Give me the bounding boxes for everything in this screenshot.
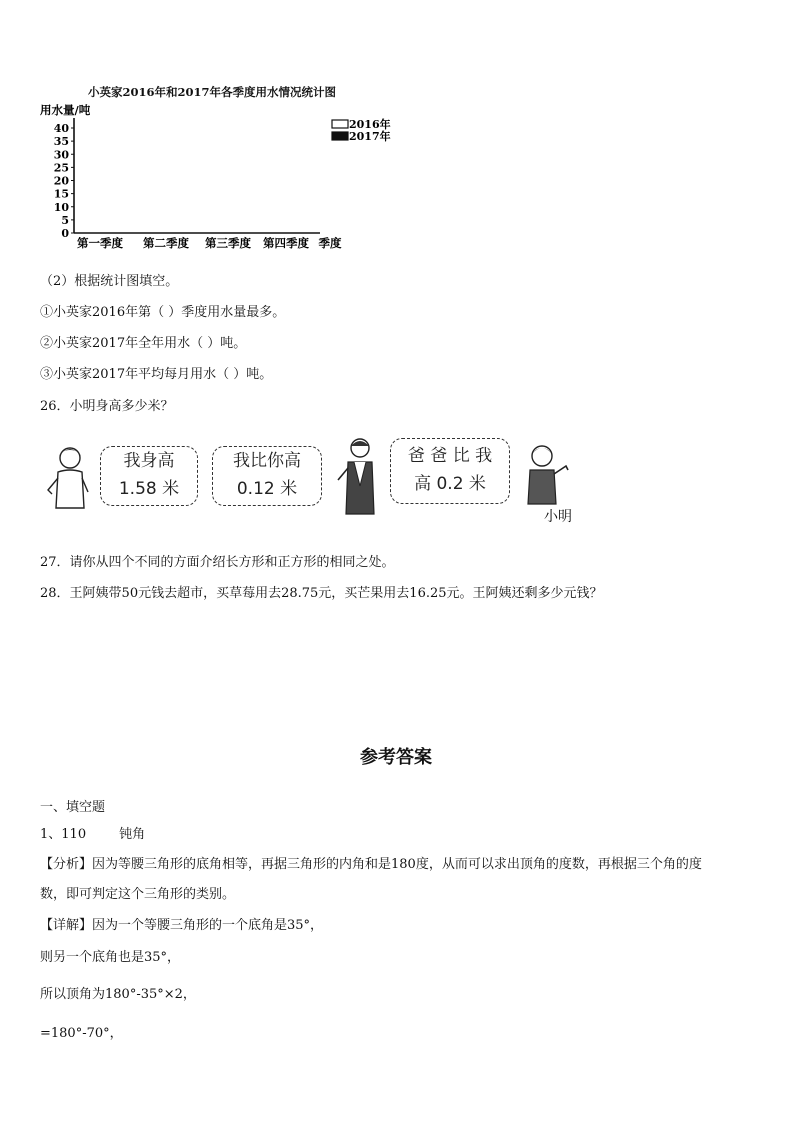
answer-analysis: 【分析】因为等腰三角形的底角相等，再据三角形的内角和是180度，从而可以求出顶角的度数，再根据三个角的度 — [40, 857, 702, 872]
y-tick-label: 30 — [53, 148, 69, 162]
answer-line-2: 所以顶角为180°-35°×2， — [40, 987, 196, 1002]
bubble-father-line2: 0.12 米 — [236, 479, 298, 499]
y-tick-label: 25 — [53, 161, 69, 175]
answers-section: 一、填空题 — [40, 800, 106, 815]
y-tick-label: 35 — [53, 135, 69, 149]
speech-bubble-xiaoming — [390, 438, 510, 504]
answer-analysis-cont: 数，即可判定这个三角形的类别。 — [40, 887, 236, 902]
y-tick-label: 5 — [61, 213, 69, 227]
bubble-xiaoming-line2: 高 0.2 米 — [414, 474, 486, 494]
speech-bubble-father — [212, 446, 322, 506]
y-tick-label: 15 — [53, 187, 69, 201]
q27-question: 27．请你从四个不同的方面介绍长方形和正方形的相同之处。 — [40, 555, 395, 570]
y-tick-label: 0 — [61, 227, 69, 240]
x-axis-label: 季度 — [318, 236, 342, 250]
mother-figure — [44, 444, 94, 514]
q25-part2: （2）根据统计图填空。 — [40, 274, 179, 289]
legend-swatch — [332, 132, 348, 140]
legend-label: 2017年 — [349, 130, 391, 143]
q26-question: 26．小明身高多少米？ — [40, 399, 174, 414]
answer-line-3: =180°-70°， — [40, 1026, 123, 1041]
bubble-mother-line2: 1.58 米 — [118, 479, 180, 499]
bubble-xiaoming-line1: 爸 爸 比 我 — [407, 446, 493, 466]
q25-item-2: ②小英家2017年全年用水（ ）吨。 — [40, 336, 247, 351]
answer-1: 1、110 钝角 — [40, 827, 146, 842]
bar-chart — [36, 100, 396, 270]
answer-detail: 【详解】因为一个等腰三角形的一个底角是35°， — [40, 918, 324, 933]
x-category-label: 第一季度 — [77, 236, 123, 250]
father-figure — [336, 436, 384, 516]
answers-heading: 参考答案 — [360, 747, 432, 768]
x-category-label: 第四季度 — [263, 236, 309, 250]
y-tick-label: 20 — [53, 174, 69, 188]
xiaoming-figure — [520, 444, 570, 506]
q25-item-3: ③小英家2017年平均每月用水（ ）吨。 — [40, 367, 273, 382]
chart-title: 小英家2016年和2017年各季度用水情况统计图 — [88, 85, 337, 99]
bubble-mother-line1: 我身高 — [123, 451, 175, 471]
legend-label: 2016年 — [349, 118, 391, 131]
y-axis-label: 用水量/吨 — [40, 103, 91, 117]
x-category-label: 第二季度 — [143, 236, 189, 250]
legend-swatch — [332, 120, 348, 128]
speech-bubble-mother — [100, 446, 198, 506]
y-tick-label: 40 — [53, 122, 69, 135]
q28-question: 28．王阿姨带50元钱去超市，买草莓用去28.75元，买芒果用去16.25元。王阿姨还剩多少元钱？ — [40, 586, 603, 601]
y-tick-label: 10 — [53, 200, 69, 214]
x-category-label: 第三季度 — [205, 236, 251, 250]
bubble-father-line1: 我比你高 — [233, 451, 301, 471]
xiaoming-name: 小明 — [544, 509, 572, 525]
q25-item-1: ①小英家2016年第（ ）季度用水量最多。 — [40, 305, 286, 320]
answer-line-1: 则另一个底角也是35°， — [40, 950, 181, 965]
